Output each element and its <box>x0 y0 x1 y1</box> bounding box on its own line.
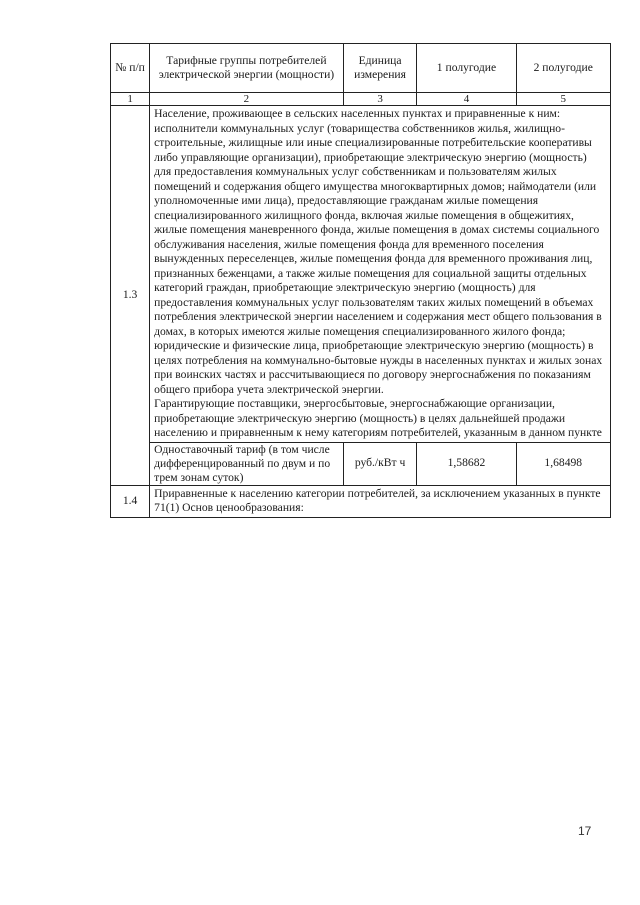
table-header-row <box>111 44 611 93</box>
header-second-half: 2 полугодие <box>516 44 611 93</box>
description-paragraph: Население, проживающее в сельских населенных пунктах и приравненные к ним: <box>154 107 561 120</box>
row-1-3-description <box>150 106 611 443</box>
header-unit: Единица измерения <box>343 44 417 93</box>
tariff-first-half-value: 1,58682 <box>417 442 516 485</box>
description-paragraph: юридические и физические лица, приобретающие электрическую энергию (мощность) в целях потребления на коммунально-бытовые нужды в населенных пунктах и жилых зонах при воинских частях и рассчитывающиеся по договору энергоснабжения по показаниям общего прибора учета электрической энергии. <box>154 339 603 396</box>
header-number: № п/п <box>111 44 150 93</box>
header-first-half: 1 полугодие <box>417 44 516 93</box>
description-paragraph: исполнители коммунальных услуг (товарищества собственников жилья, жилищно-строительные, жилищные или иные специализированные потребительские кооперативы либо управляющие организации), приобретающие электрическую энергию (мощность) для предоставления коммунальных услуг собственникам и пользователям жилых помещений и содержания общего имущества многоквартирных домов; наймодатели (или уполномоченные ими лица), предоставляющие гражданам жилые помещения специализированного жилищного фонда, включая жилые помещения в общежитиях, жилые помещения маневренного фонда, жилые помещения в домах системы социального обслуживания населения, жилые помещения фонда для временного поселения вынужденных переселенцев, жилые помещения фонда для временного проживания лиц, признанных беженцами, а также жилые помещения для социальной защиты отдельных категорий граждан, приобретающие электрическую энергию (мощность) для предоставления коммунальных услуг пользователям таких жилых помещений в объемах потребления электрической энергии населением и содержания мест общего пользования в домах, в которых имеются жилые помещения специализированного жилого фонда; <box>154 121 602 338</box>
row-number-1-4: 1.4 <box>111 485 150 517</box>
tariff-name: Одноставочный тариф (в том числе дифференцированный по двум и по трем зонам суток) <box>150 442 344 485</box>
column-number: 2 <box>150 93 344 106</box>
description-paragraph: Гарантирующие поставщики, энергосбытовые, энергоснабжающие организации, приобретающие электрическую энергию (мощность) в целях дальнейшей продажи населению и приравненным к нему категориям потребителей, указанным в данном пункте <box>154 397 602 439</box>
column-number: 4 <box>417 93 516 106</box>
column-number: 3 <box>343 93 417 106</box>
column-number-row <box>111 93 611 106</box>
column-number: 5 <box>516 93 611 106</box>
tariff-unit: руб./кВт ч <box>343 442 417 485</box>
table-row <box>111 106 611 443</box>
table-row <box>111 485 611 517</box>
column-number: 1 <box>111 93 150 106</box>
row-1-4-description: Приравненные к населению категории потребителей, за исключением указанных в пункте 71(1) Основ ценообразования: <box>150 485 611 517</box>
page-number: 17 <box>578 824 592 838</box>
header-consumer-groups: Тарифные группы потребителей электрической энергии (мощности) <box>150 44 344 93</box>
row-number-1-3: 1.3 <box>111 106 150 486</box>
tariff-table <box>110 43 611 518</box>
tariff-row <box>111 442 611 485</box>
tariff-second-half-value: 1,68498 <box>516 442 611 485</box>
